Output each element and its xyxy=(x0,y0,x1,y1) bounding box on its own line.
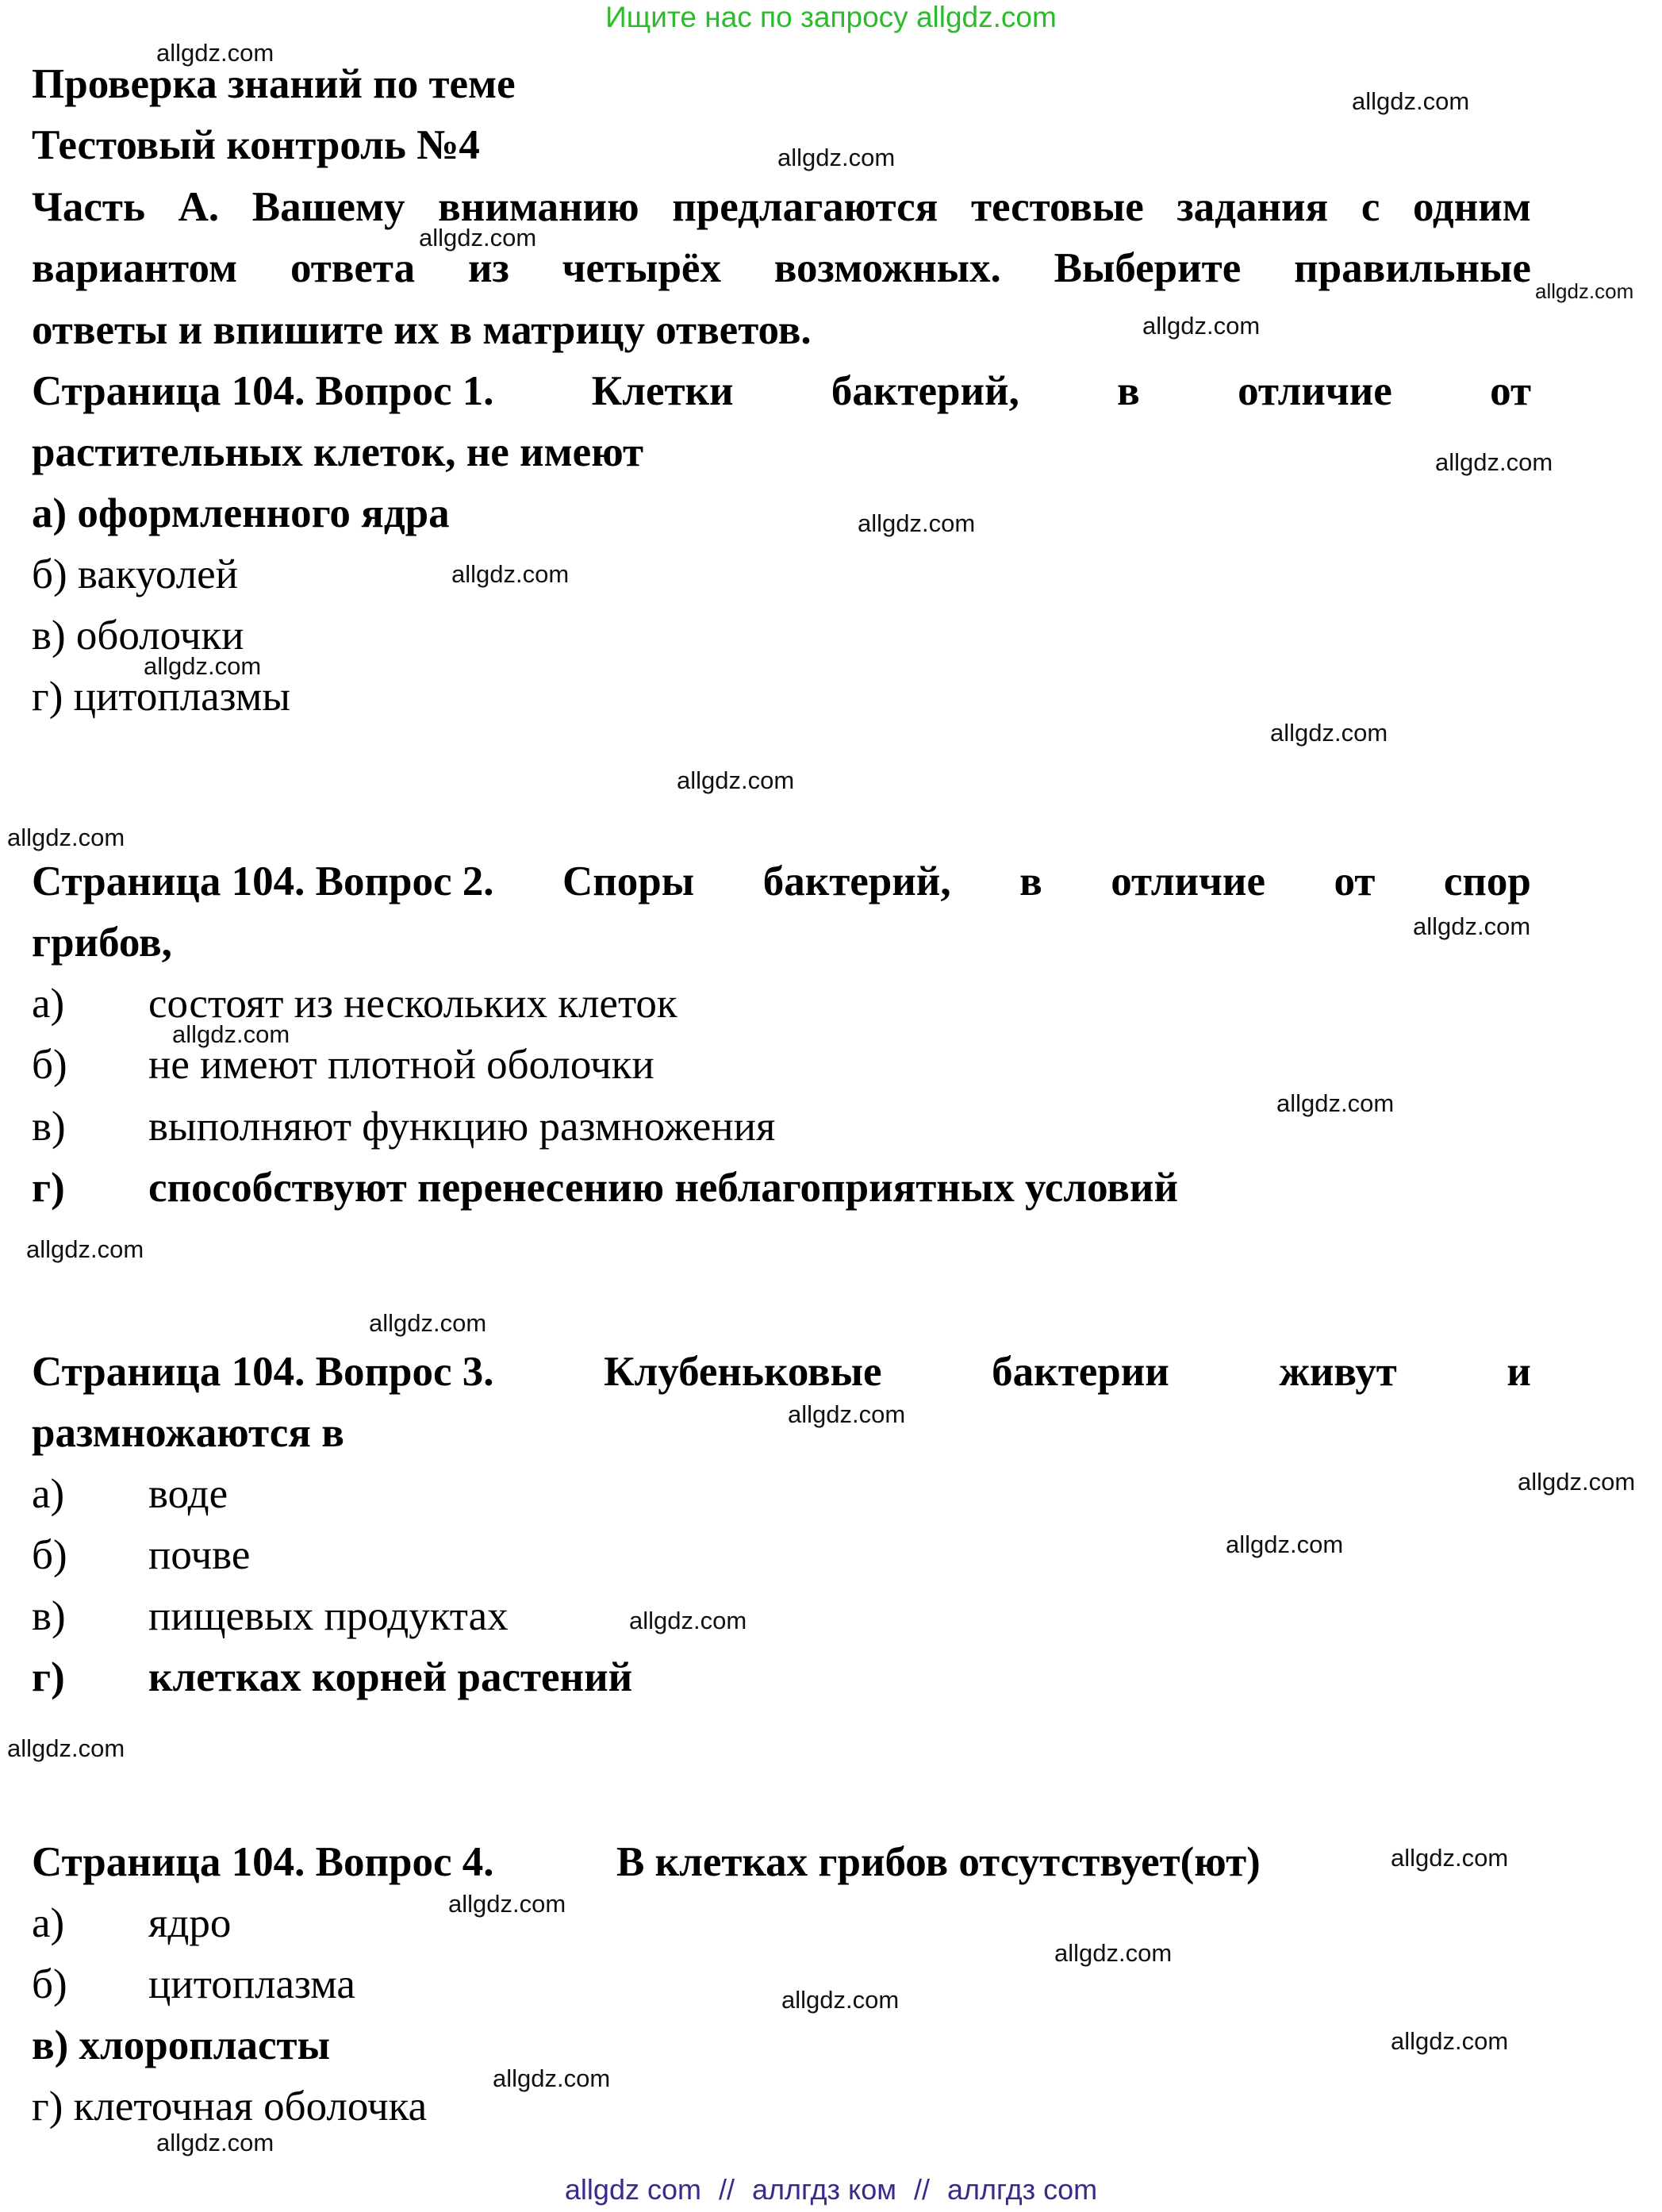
question-2-page-ref: Страница 104. Вопрос 2. xyxy=(32,858,494,904)
word: Споры xyxy=(562,858,695,904)
question-3-option-d-letter: г) xyxy=(32,1654,65,1700)
word: Часть xyxy=(32,184,145,230)
watermark: allgdz.com xyxy=(1142,312,1261,340)
word: правильные xyxy=(1294,245,1531,291)
word: бактерий, xyxy=(831,368,1019,414)
watermark: allgdz.com xyxy=(677,766,795,794)
word: четырёх xyxy=(562,245,721,291)
question-2-option-d-letter: г) xyxy=(32,1165,65,1211)
question-1-option-d: г) цитоплазмы xyxy=(32,674,290,720)
question-2-option-d-text-correct: способствуют перенесению неблагоприятных условий xyxy=(148,1165,1178,1211)
question-1-option-b: б) вакуолей xyxy=(32,551,239,597)
word: из xyxy=(467,245,509,291)
footer-link-allgdz[interactable]: allgdz com xyxy=(564,2173,701,2206)
watermark: allgdz.com xyxy=(788,1400,906,1428)
footer-separator: // xyxy=(914,2173,931,2206)
question-2-line-2: грибов, xyxy=(32,920,172,966)
question-3-option-b-letter: б) xyxy=(32,1532,67,1578)
watermark: allgdz.com xyxy=(781,1986,900,2014)
watermark: allgdz.com xyxy=(419,224,537,252)
footer-links xyxy=(0,2172,1662,2207)
watermark: allgdz.com xyxy=(493,2064,611,2092)
watermark: allgdz.com xyxy=(7,824,125,851)
question-2-option-c-letter: в) xyxy=(32,1104,66,1150)
word: в xyxy=(1117,368,1140,414)
watermark: allgdz.com xyxy=(1518,1468,1636,1496)
word: предлагаются xyxy=(672,184,938,230)
word: в xyxy=(1019,858,1042,904)
question-4-option-a-letter: а) xyxy=(32,1900,65,1946)
watermark: allgdz.com xyxy=(156,39,274,67)
question-1-option-a-correct: а) оформленного ядра xyxy=(32,490,450,536)
word: бактерии xyxy=(992,1349,1169,1395)
instruction-line-3: ответы и впишите их в матрицу ответов. xyxy=(32,307,812,353)
word: бактерий, xyxy=(762,858,951,904)
word: Выберите xyxy=(1054,245,1242,291)
question-1-line-2: растительных клеток, не имеют xyxy=(32,429,644,475)
question-4-option-b-letter: б) xyxy=(32,1961,67,2007)
search-banner[interactable]: Ищите нас по запросу allgdz.com xyxy=(605,1,1057,33)
word: вниманию xyxy=(438,184,639,230)
word: от xyxy=(1334,858,1376,904)
word: отличие xyxy=(1238,368,1392,414)
question-3-line-2: размножаются в xyxy=(32,1410,344,1456)
question-3-option-d-text-correct: клетках корней растений xyxy=(148,1654,633,1700)
question-3-option-a-text: воде xyxy=(148,1471,228,1517)
watermark: allgdz.com xyxy=(629,1607,747,1634)
watermark: allgdz.com xyxy=(1413,912,1531,940)
word: возможных. xyxy=(773,245,1001,291)
watermark: allgdz.com xyxy=(26,1235,144,1263)
watermark: allgdz.com xyxy=(369,1309,487,1337)
question-3-option-c-letter: в) xyxy=(32,1593,66,1639)
word: с xyxy=(1361,184,1380,230)
watermark: allgdz.com xyxy=(144,652,262,680)
word: живут xyxy=(1279,1349,1397,1395)
question-4-text: В клетках грибов отсутствует(ют) xyxy=(616,1839,1261,1885)
footer-separator: // xyxy=(718,2173,735,2206)
watermark: allgdz.com xyxy=(777,144,896,171)
word: Клубеньковые xyxy=(604,1349,882,1395)
question-2-option-a-text: состоят из нескольких клеток xyxy=(148,981,677,1027)
question-2-line-1 xyxy=(32,856,1531,907)
watermark: allgdz.com xyxy=(1535,279,1634,303)
watermark: allgdz.com xyxy=(172,1020,290,1048)
word: одним xyxy=(1412,184,1531,230)
heading-test-control: Тестовый контроль №4 xyxy=(32,122,480,168)
instruction-line-1 xyxy=(32,182,1531,232)
footer-link-cyrillic-com[interactable]: аллгдз com xyxy=(947,2173,1098,2206)
question-4-option-a-text: ядро xyxy=(148,1900,232,1946)
word: Клетки xyxy=(591,368,734,414)
word: вариантом xyxy=(32,245,238,291)
word: и xyxy=(1507,1349,1531,1395)
watermark: allgdz.com xyxy=(1391,2027,1509,2055)
instruction-line-2 xyxy=(32,243,1531,294)
question-1-option-c: в) оболочки xyxy=(32,613,244,659)
watermark: allgdz.com xyxy=(1435,448,1553,476)
word: спор xyxy=(1443,858,1531,904)
word: ответа xyxy=(290,245,416,291)
question-2-option-b-text: не имеют плотной оболочки xyxy=(148,1042,654,1088)
word: задания xyxy=(1176,184,1329,230)
question-3-page-ref: Страница 104. Вопрос 3. xyxy=(32,1349,494,1395)
question-4-option-c-correct: в) хлоропласты xyxy=(32,2022,330,2068)
watermark: allgdz.com xyxy=(156,2129,274,2156)
heading-topic-check: Проверка знаний по теме xyxy=(32,61,516,107)
watermark: allgdz.com xyxy=(448,1890,566,1918)
question-4-option-b-text: цитоплазма xyxy=(148,1961,355,2007)
word: А. xyxy=(178,184,220,230)
question-1-line-1 xyxy=(32,366,1531,417)
question-4-option-d: г) клеточная оболочка xyxy=(32,2083,428,2129)
watermark: allgdz.com xyxy=(1352,87,1470,115)
watermark: allgdz.com xyxy=(858,509,976,537)
question-3-option-b-text: почве xyxy=(148,1532,251,1578)
watermark: allgdz.com xyxy=(451,560,570,588)
watermark: allgdz.com xyxy=(7,1734,125,1762)
word: отличие xyxy=(1111,858,1265,904)
question-3-option-c-text: пищевых продуктах xyxy=(148,1593,509,1639)
watermark: allgdz.com xyxy=(1391,1844,1509,1872)
word: от xyxy=(1490,368,1531,414)
footer-link-cyrillic[interactable]: аллгдз ком xyxy=(752,2173,896,2206)
word: тестовые xyxy=(970,184,1144,230)
watermark: allgdz.com xyxy=(1054,1939,1173,1967)
question-3-option-a-letter: а) xyxy=(32,1471,65,1517)
question-2-option-b-letter: б) xyxy=(32,1042,67,1088)
question-1-page-ref: Страница 104. Вопрос 1. xyxy=(32,368,494,414)
question-2-option-a-letter: а) xyxy=(32,981,65,1027)
question-4-page-ref: Страница 104. Вопрос 4. xyxy=(32,1839,494,1885)
watermark: allgdz.com xyxy=(1276,1089,1395,1117)
watermark: allgdz.com xyxy=(1270,719,1388,747)
question-3-line-1 xyxy=(32,1346,1531,1397)
watermark: allgdz.com xyxy=(1226,1530,1344,1558)
question-2-option-c-text: выполняют функцию размножения xyxy=(148,1104,776,1150)
word: Вашему xyxy=(251,184,405,230)
